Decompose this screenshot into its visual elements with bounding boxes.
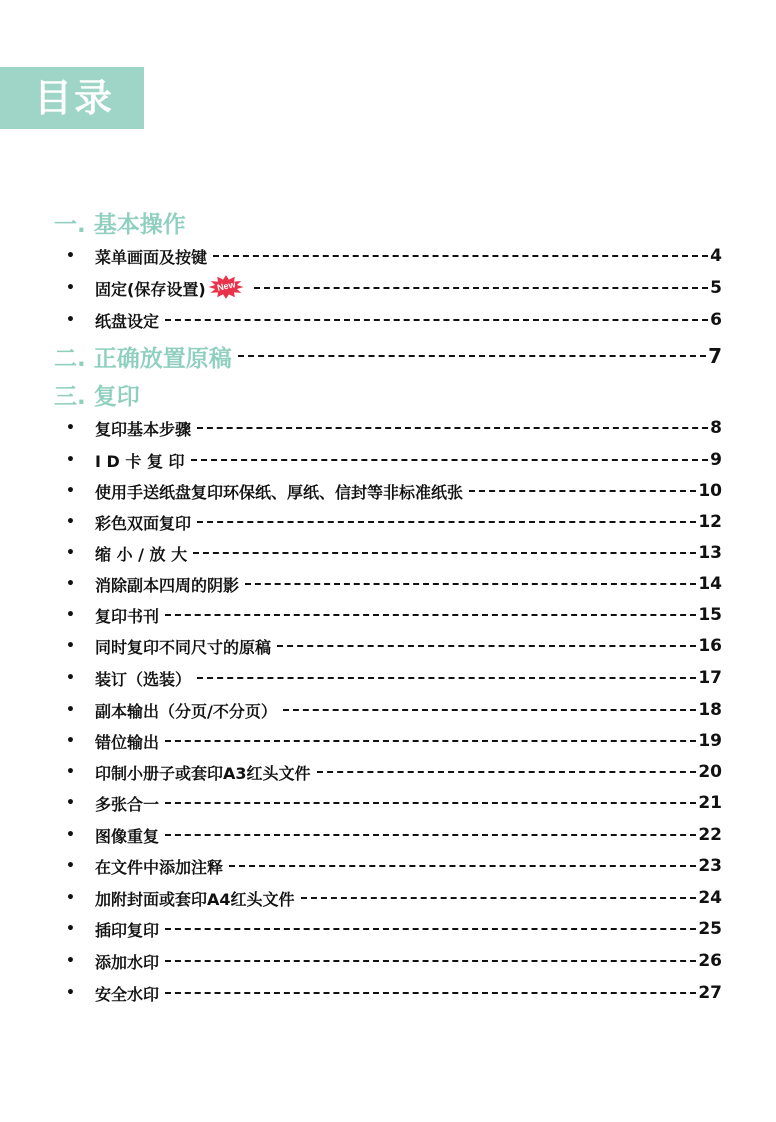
dotted-leader (165, 802, 696, 804)
dotted-leader (191, 459, 709, 461)
toc-item[interactable] (66, 447, 722, 473)
toc-item[interactable] (66, 243, 722, 269)
dotted-leader (193, 552, 696, 554)
toc-item[interactable] (66, 602, 722, 628)
toc-page-number: 20 (698, 762, 722, 782)
toc-page-number: 25 (698, 919, 722, 939)
dotted-leader (213, 255, 708, 257)
dotted-leader (469, 490, 696, 492)
bullet-icon: • (66, 280, 75, 296)
toc-label: 加附封面或套印A4红头文件 (95, 889, 295, 909)
toc-label: 插印复印 (95, 920, 160, 940)
toc-section[interactable] (54, 205, 722, 239)
toc-item[interactable] (66, 759, 722, 785)
toc-label: 使用手送纸盘复印环保纸、厚纸、信封等非标准纸张 (95, 482, 464, 502)
toc-item[interactable] (66, 728, 722, 754)
new-badge-label: New (215, 279, 236, 293)
page-title: 目录 (34, 76, 115, 120)
dotted-leader (317, 771, 697, 773)
bullet-icon: • (66, 514, 75, 530)
toc-item[interactable] (66, 633, 722, 659)
dotted-leader (245, 583, 696, 585)
toc-label: 固定(保存设置) (95, 279, 206, 299)
toc-page-number: 18 (698, 700, 722, 720)
toc-label: 同时复印不同尺寸的原稿 (95, 637, 272, 657)
toc-item[interactable] (66, 980, 722, 1006)
toc-item[interactable] (66, 540, 722, 566)
toc-label: 复印书刊 (95, 606, 160, 626)
toc-label: 错位输出 (95, 732, 160, 752)
bullet-icon: • (66, 576, 75, 592)
toc-section[interactable] (54, 377, 722, 411)
dotted-leader (197, 677, 696, 679)
toc-label: 装订（选装） (95, 669, 192, 689)
toc-label: 消除副本四周的阴影 (95, 575, 240, 595)
toc-page-number: 5 (710, 278, 722, 298)
dotted-leader (229, 865, 696, 867)
dotted-leader (301, 897, 697, 899)
toc-label: 副本输出（分页/不分页） (95, 701, 277, 721)
toc-item[interactable] (66, 697, 722, 723)
toc-page-number: 10 (698, 481, 722, 501)
toc-page-number: 9 (710, 450, 722, 470)
new-badge-icon (208, 277, 248, 299)
toc-label: 菜单画面及按键 (95, 247, 208, 267)
toc-item[interactable] (66, 275, 722, 301)
toc-page-number: 4 (710, 246, 722, 266)
toc-page-number: 12 (698, 512, 722, 532)
toc-item[interactable] (66, 665, 722, 691)
bullet-icon: • (66, 795, 75, 811)
toc-label: I D 卡 复 印 (95, 451, 185, 471)
toc-page-number: 16 (698, 636, 722, 656)
toc-page-number: 14 (698, 574, 722, 594)
dotted-leader (238, 355, 706, 357)
toc-page-number: 19 (698, 731, 722, 751)
dotted-leader (197, 427, 708, 429)
bullet-icon: • (66, 953, 75, 969)
bullet-icon: • (66, 545, 75, 561)
toc-page-number: 22 (698, 825, 722, 845)
toc-item[interactable] (66, 790, 722, 816)
toc-item[interactable] (66, 885, 722, 911)
toc-item[interactable] (66, 822, 722, 848)
toc-page-number: 24 (698, 888, 722, 908)
bullet-icon: • (66, 827, 75, 843)
bullet-icon: • (66, 985, 75, 1001)
toc-item[interactable] (66, 478, 722, 504)
bullet-icon: • (66, 452, 75, 468)
toc-item[interactable] (66, 415, 722, 441)
toc-page-number: 26 (698, 951, 722, 971)
dotted-leader (165, 992, 696, 994)
toc-page-number: 6 (710, 310, 722, 330)
toc-item[interactable] (66, 853, 722, 879)
bullet-icon: • (66, 858, 75, 874)
bullet-icon: • (66, 483, 75, 499)
toc-item[interactable] (66, 916, 722, 942)
dotted-leader (165, 614, 696, 616)
bullet-icon: • (66, 670, 75, 686)
bullet-icon: • (66, 733, 75, 749)
toc-label: 添加水印 (95, 952, 160, 972)
dotted-leader (165, 960, 696, 962)
dotted-leader (197, 521, 696, 523)
dotted-leader (165, 319, 708, 321)
bullet-icon: • (66, 921, 75, 937)
bullet-icon: • (66, 248, 75, 264)
bullet-icon: • (66, 420, 75, 436)
toc-page-number: 17 (698, 668, 722, 688)
toc-label: 图像重复 (95, 826, 160, 846)
bullet-icon: • (66, 638, 75, 654)
toc-label: 缩 小 / 放 大 (95, 544, 188, 564)
toc-page-number: 15 (698, 605, 722, 625)
dotted-leader (165, 834, 696, 836)
toc-page-number: 8 (710, 418, 722, 438)
toc-item[interactable] (66, 948, 722, 974)
toc-section[interactable] (54, 339, 722, 373)
dotted-leader (283, 709, 696, 711)
toc-item[interactable] (66, 571, 722, 597)
toc-item[interactable] (66, 509, 722, 535)
toc-label: 纸盘设定 (95, 311, 160, 331)
toc-page-number: 21 (698, 793, 722, 813)
toc-label: 三. 复印 (54, 383, 140, 410)
toc-label: 一. 基本操作 (54, 211, 186, 238)
toc-page-number: 13 (698, 543, 722, 563)
toc-item[interactable] (66, 307, 722, 333)
toc-label: 印制小册子或套印A3红头文件 (95, 763, 311, 783)
bullet-icon: • (66, 312, 75, 328)
bullet-icon: • (66, 764, 75, 780)
toc-title-band (0, 67, 144, 129)
dotted-leader (277, 645, 696, 647)
toc-label: 二. 正确放置原稿 (54, 345, 232, 372)
toc-label: 彩色双面复印 (95, 513, 192, 533)
dotted-leader (165, 740, 696, 742)
toc-label: 安全水印 (95, 984, 160, 1004)
bullet-icon: • (66, 890, 75, 906)
bullet-icon: • (66, 702, 75, 718)
toc-page-number: 27 (698, 983, 722, 1003)
toc-label: 复印基本步骤 (95, 419, 192, 439)
toc-label: 在文件中添加注释 (95, 857, 224, 877)
toc-label: 多张合一 (95, 794, 160, 814)
dotted-leader (254, 287, 709, 289)
bullet-icon: • (66, 607, 75, 623)
toc-page-number: 23 (698, 856, 722, 876)
dotted-leader (165, 928, 696, 930)
toc-page-number: 7 (708, 344, 722, 368)
